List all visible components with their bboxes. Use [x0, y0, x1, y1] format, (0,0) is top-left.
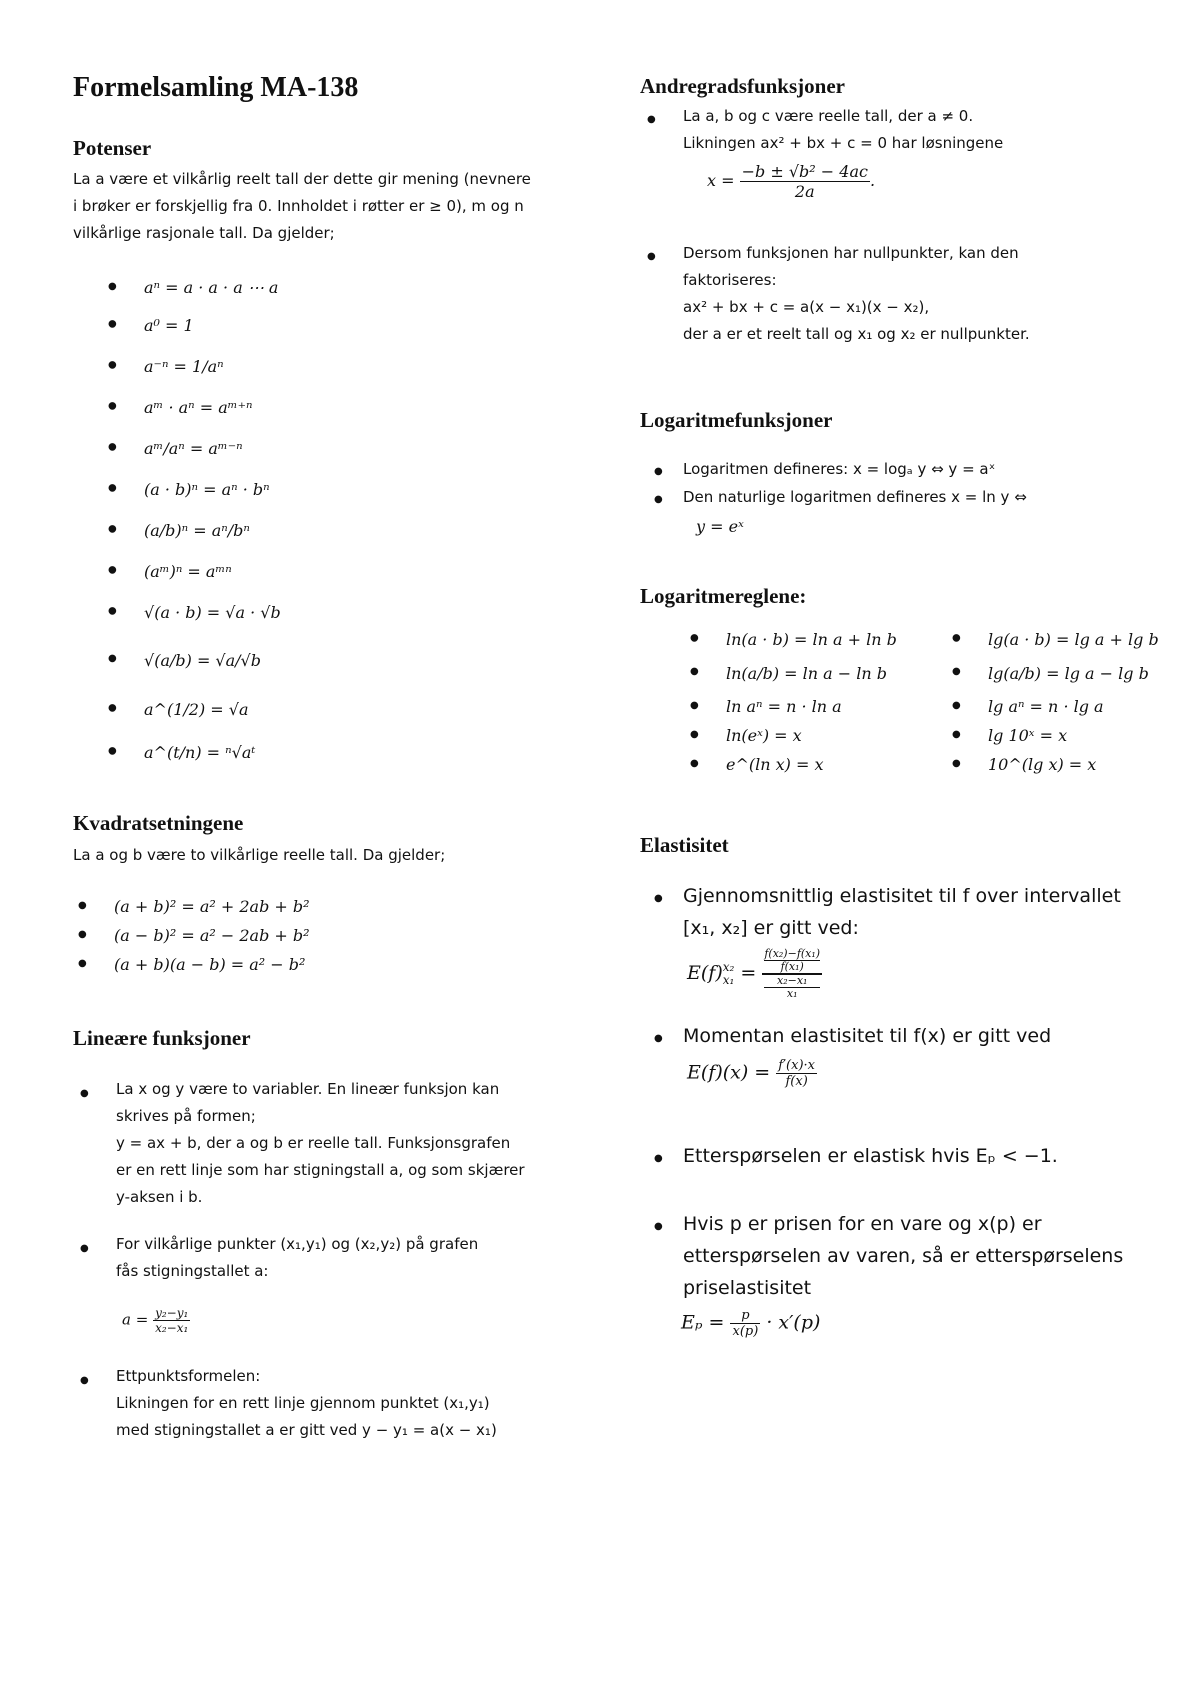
- fraction-numerator: [762, 948, 822, 975]
- text-line: der a er et reelt tall og x₁ og x₂ er nullpunkter.: [683, 325, 1030, 343]
- bullet: ●: [654, 494, 663, 505]
- heading-logaritmereglene: Logaritmereglene:: [640, 584, 807, 608]
- equals-sign: =: [740, 962, 757, 984]
- rule-item: ● (a/b)ⁿ = aⁿ/bⁿ: [108, 510, 281, 551]
- average-elasticity-formula: [687, 948, 822, 1000]
- momentary-elasticity-formula: [687, 1058, 817, 1089]
- formula-lhs: x =: [707, 171, 735, 190]
- page-title: Formelsamling MA-138: [73, 72, 359, 103]
- fraction: [740, 162, 870, 201]
- fraction-denominator: x(p): [732, 1324, 759, 1339]
- text-line: For vilkårlige punkter (x₁,y₁) og (x₂,y₂) på grafen: [116, 1235, 479, 1253]
- heading-logaritmefunksjoner: Logaritmefunksjoner: [640, 408, 833, 432]
- text-line: fås stigningstallet a:: [116, 1262, 269, 1280]
- fraction: [153, 1306, 190, 1335]
- rule-item: ● (a · b)ⁿ = aⁿ · bⁿ: [108, 469, 281, 510]
- lg-rules: [952, 624, 1159, 779]
- potenser-intro-line: La a være et vilkårlig reelt tall der dette gir mening (nevnere: [73, 170, 531, 188]
- upper-limit: x₂: [722, 960, 735, 974]
- slope-formula: [122, 1306, 190, 1335]
- rule-item: ● lg(a/b) = lg a − lg b: [952, 656, 1159, 692]
- rule-item: ● (aᵐ)ⁿ = aᵐⁿ: [108, 551, 281, 592]
- bullet: ●: [654, 1221, 663, 1232]
- rule-item: ● ln(eˣ) = x: [690, 721, 897, 750]
- text-line: Hvis p er prisen for en vare og x(p) er: [683, 1213, 1042, 1235]
- fraction-denominator: x₂−x₁: [155, 1321, 189, 1335]
- numerator-bottom: f(x₁): [780, 960, 804, 973]
- text-line: priselastisitet: [683, 1277, 812, 1299]
- rule-item: ● (a + b)² = a² + 2ab + b²: [78, 892, 310, 921]
- lower-limit: x₁: [722, 973, 735, 987]
- potenser-intro-line: vilkårlige rasjonale tall. Da gjelder;: [73, 224, 335, 242]
- text-line: faktoriseres:: [683, 271, 777, 289]
- rule-item: ● 10^(lg x) = x: [952, 750, 1159, 779]
- lineaer-bullet-3: [116, 1363, 596, 1444]
- fraction: [730, 1308, 760, 1339]
- heading-lineaere-funksjoner: Lineære funksjoner: [73, 1026, 251, 1050]
- fraction-denominator: f(x): [785, 1074, 808, 1089]
- bullet: ●: [647, 114, 656, 125]
- text-line: skrives på formen;: [116, 1107, 256, 1125]
- denominator-bottom: x₁: [786, 987, 798, 1000]
- formula-lhs: Eₚ =: [681, 1311, 725, 1334]
- text-line: y = ax + b, der a og b er reelle tall. Funksjonsgrafen: [116, 1134, 511, 1152]
- fraction-numerator: f′(x)·x: [778, 1058, 815, 1073]
- heading-potenser: Potenser: [73, 136, 152, 160]
- rule-item: ● aᵐ · aⁿ = aᵐ⁺ⁿ: [108, 387, 281, 428]
- kvadrat-rules: [78, 892, 310, 979]
- bullet: ●: [654, 1033, 663, 1044]
- elast-bullet-3: Etterspørselen er elastisk hvis Eₚ < −1.: [683, 1145, 1058, 1167]
- text-line: etterspørselen av varen, så er etterspørselens: [683, 1245, 1124, 1267]
- rule-item: ● lg 10ˣ = x: [952, 721, 1159, 750]
- log-definition: Logaritmen defineres: x = logₐ y ⇔ y = aˣ: [683, 460, 996, 478]
- ln-rules: [690, 624, 897, 779]
- bullet: ●: [654, 893, 663, 904]
- rule-item: ● √(a/b) = √a/√b: [108, 633, 281, 688]
- bullet: ●: [80, 1243, 89, 1254]
- rule-item: ● a⁻ⁿ = 1/aⁿ: [108, 346, 281, 387]
- fraction-denominator: [762, 975, 822, 1000]
- formula-tail: · x′(p): [766, 1311, 821, 1334]
- formula-lhs: E(f): [687, 962, 723, 984]
- elast-bullet-4: [683, 1208, 1173, 1304]
- interval-limits: [723, 961, 735, 987]
- rule-item: ● ln aⁿ = n · ln a: [690, 692, 897, 721]
- text-line: Ettpunktsformelen:: [116, 1367, 261, 1385]
- heading-andregradsfunksjoner: Andregradsfunksjoner: [640, 74, 845, 98]
- fraction-numerator: p: [730, 1308, 760, 1324]
- quadratic-formula: [707, 162, 875, 201]
- text-line: Likningen ax² + bx + c = 0 har løsningene: [683, 134, 1004, 152]
- heading-elastisitet: Elastisitet: [640, 833, 729, 857]
- rule-item: ● e^(ln x) = x: [690, 750, 897, 779]
- rule-item: ● aⁿ = a · a · a ⋯ a: [108, 270, 281, 305]
- rule-item: ● a^(t/n) = ⁿ√aᵗ: [108, 731, 281, 774]
- text-line: Dersom funksjonen har nullpunkter, kan den: [683, 244, 1019, 262]
- lineaer-bullet-1: [116, 1076, 586, 1211]
- text-line: La x og y være to variabler. En lineær funksjon kan: [116, 1080, 500, 1098]
- heading-kvadratsetningene: Kvadratsetningene: [73, 811, 244, 835]
- fraction-denominator: 2a: [794, 182, 815, 201]
- text-line: med stigningstallet a er gitt ved y − y₁ = a(x − x₁): [116, 1421, 497, 1439]
- text-line: ax² + bx + c = a(x − x₁)(x − x₂),: [683, 298, 930, 316]
- andre-bullet-1: [683, 103, 1163, 157]
- ln-definition-cont: y = eˣ: [696, 517, 744, 536]
- text-line: er en rett linje som har stigningstall a, og som skjærer: [116, 1161, 525, 1179]
- rule-item: ● (a + b)(a − b) = a² − b²: [78, 950, 310, 979]
- rule-item: ● √(a · b) = √a · √b: [108, 592, 281, 633]
- kvadrat-intro: La a og b være to vilkårlige reelle tall. Da gjelder;: [73, 846, 446, 864]
- elast-bullet-1: [683, 880, 1173, 944]
- formula-lhs: E(f)(x) =: [687, 1061, 771, 1084]
- bullet: ●: [654, 1153, 663, 1164]
- lineaer-bullet-2: [116, 1231, 586, 1285]
- bullet: ●: [80, 1375, 89, 1386]
- bullet: ●: [80, 1088, 89, 1099]
- price-elasticity-formula: [681, 1308, 820, 1339]
- bullet: ●: [654, 466, 663, 477]
- numerator-top: f(x₂)−f(x₁): [764, 947, 821, 960]
- bullet: ●: [647, 251, 656, 262]
- rule-item: ● lg aⁿ = n · lg a: [952, 692, 1159, 721]
- denominator-top: x₂−x₁: [764, 975, 820, 988]
- fraction-numerator: −b ± √b² − 4ac: [741, 162, 868, 181]
- compound-fraction: [762, 948, 822, 1000]
- formula-tail: .: [869, 171, 876, 190]
- andre-bullet-2: [683, 240, 1163, 348]
- potenser-intro: [73, 166, 593, 247]
- text-line: La a, b og c være reelle tall, der a ≠ 0.: [683, 107, 974, 125]
- text-line: [x₁, x₂] er gitt ved:: [683, 917, 859, 939]
- rule-item: ● a^(1/2) = √a: [108, 688, 281, 731]
- rule-item: ● ln(a/b) = ln a − ln b: [690, 656, 897, 692]
- fraction-numerator: y₂−y₁: [155, 1306, 189, 1320]
- rule-item: ● a⁰ = 1: [108, 305, 281, 346]
- text-line: Likningen for en rett linje gjennom punktet (x₁,y₁): [116, 1394, 490, 1412]
- potenser-intro-line: i brøker er forskjellig fra 0. Innholdet i røtter er ≥ 0), m og n: [73, 197, 524, 215]
- text-line: y-aksen i b.: [116, 1188, 203, 1206]
- fraction: [776, 1058, 817, 1089]
- rule-item: ● (a − b)² = a² − 2ab + b²: [78, 921, 310, 950]
- rule-item: ● ln(a · b) = ln a + ln b: [690, 624, 897, 656]
- ln-definition: Den naturlige logaritmen defineres x = ln y ⇔: [683, 488, 1027, 506]
- elast-bullet-2: Momentan elastisitet til f(x) er gitt ved: [683, 1025, 1052, 1047]
- rule-item: ● lg(a · b) = lg a + lg b: [952, 624, 1159, 656]
- rule-item: ● aᵐ/aⁿ = aᵐ⁻ⁿ: [108, 428, 281, 469]
- text-line: Gjennomsnittlig elastisitet til f over intervallet: [683, 885, 1121, 907]
- potenser-rules: [108, 270, 281, 774]
- formula-lhs: a =: [122, 1310, 149, 1329]
